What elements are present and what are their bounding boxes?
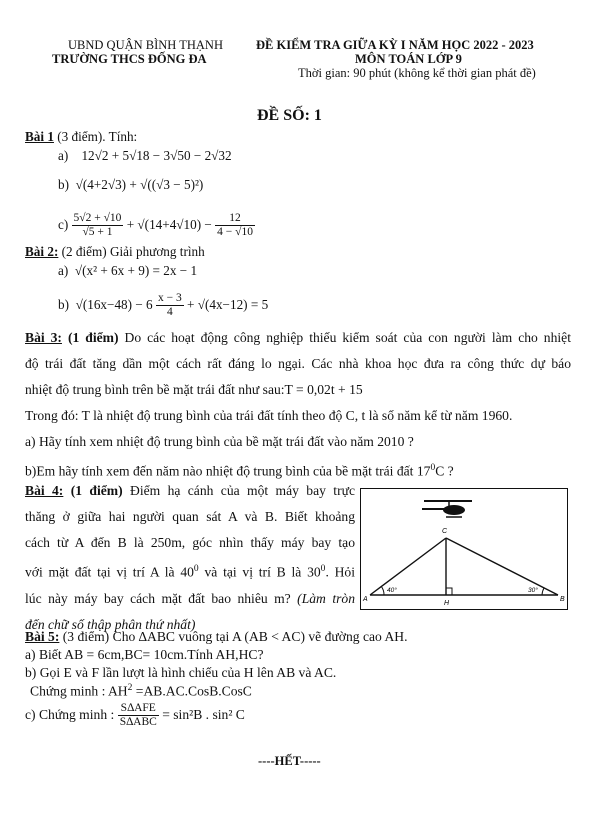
bai1-c-fraction2: $\frac{12}{4 - √10}$ <box>217 212 253 239</box>
bai5-b: b) Gọi E và F lần lượt là hình chiếu của H lên AB và AC. <box>25 665 337 680</box>
bai2-title: Bài 2: <box>25 244 59 259</box>
angle-a-arc <box>381 586 384 595</box>
bai5-intro: Cho ∆ABC vuông tại A (AB < AC) vẽ đường cao AH. <box>112 629 408 644</box>
bai3-block: Bài 3: (1 điểm) Do các hoạt động công nghiệp thiếu kiểm soát của con người làm cho nhiệt độ trái đất tăng dần một cách rất đáng lo ngại. Các nhà khoa học đưa ra công thức dự báo nhiệt độ trung bình trên bề mặt trái đất như sau:T = 0,02t + 15 Trong đó: T là nhiệt độ trung bình của trái đất tính theo độ C, t là số năm kể từ năm 1960. a) Hãy tính xem nhiệt độ trung bình của bề mặt trái đất vào năm 2010 ? b)Em hãy tính xem đến năm nào nhiệt độ trung bình của bề mặt trái đất $17^0C$ ? <box>25 330 571 479</box>
bai3-points: (1 điểm) <box>67 330 119 345</box>
exam-subject: MÔN TOÁN LỚP 9 <box>355 52 462 66</box>
bai5-c-fraction: $\frac{\text{S∆AFE}}{\text{S∆ABC}}$ <box>119 702 157 729</box>
school-district: UBND QUẬN BÌNH THẠNH <box>68 38 223 52</box>
angle-b-arc <box>542 588 544 595</box>
label-angle-a: 40° <box>387 587 397 594</box>
bai5-title: Bài 5: <box>25 629 60 644</box>
bai5-c: c) Chứng minh : $\frac{\text{S∆AFE}}{\text{S∆ABC}}$ = sin²B . sin² C <box>25 702 245 729</box>
bai3-title: Bài 3: <box>25 330 62 345</box>
bai2-b-fraction: $\frac{x - 3}{4}$ <box>157 292 182 319</box>
bai4-title: Bài 4: <box>25 483 64 498</box>
exam-time: Thời gian: 90 phút (không kể thời gian phát đề) <box>298 66 536 80</box>
bai4-points: (1 điểm) <box>70 483 123 498</box>
bai2-points: (2 điểm) Giải phương trình <box>61 244 205 259</box>
bai2-b: b) √(16x−48) − 6 $\frac{x - 3}{4}$ + √(4x−12) = 5 <box>58 292 269 319</box>
bai1-c: c) $\frac{5√2 + √10}{√5 + 1}$ + √(14+4√10) − $\frac{12}{4 - √10}$ <box>58 212 253 239</box>
label-b: B <box>560 596 565 603</box>
footer-end: ----HẾT----- <box>258 754 321 768</box>
bai1-c-fraction1: $\frac{5√2 + √10}{√5 + 1}$ <box>73 212 122 239</box>
label-angle-b: 30° <box>528 587 538 594</box>
bai2-heading <box>25 244 205 260</box>
bai1-a: a) 12√2 + 5√18 − 3√50 − 2√32 <box>58 148 232 163</box>
school-name: TRƯỜNG THCS ĐỐNG ĐA <box>52 52 207 66</box>
exam-title: ĐỀ KIỂM TRA GIỮA KỲ I NĂM HỌC 2022 - 2023 <box>256 38 534 52</box>
helicopter-triangle-figure <box>360 488 568 610</box>
bai1-c-middle: + √(14+4√10) − <box>126 216 212 232</box>
bai1-heading <box>25 129 137 145</box>
bai5-points: (3 điểm) <box>62 629 110 644</box>
right-angle-mark <box>446 588 452 595</box>
bai1-a-expression: 12√2 + 5√18 − 3√50 − 2√32 <box>81 148 232 163</box>
bai1-title: Bài 1 <box>25 129 54 144</box>
label-a: A <box>363 596 368 603</box>
bai5-b2: Chứng minh : $AH^2$ =AB.AC.CosB.CosC <box>30 683 252 699</box>
bai1-b: b) √(4+2√3) + √((√3 − 5)²) <box>58 177 204 192</box>
label-c: C <box>442 528 448 535</box>
bai5-heading <box>25 629 408 645</box>
helicopter-icon <box>422 501 472 517</box>
label-h: H <box>444 600 450 607</box>
bai2-a: a) √(x² + 6x + 9) = 2x − 1 <box>58 263 198 278</box>
bai2-a-expression: √(x² + 6x + 9) = 2x − 1 <box>74 263 198 278</box>
exam-number: ĐỀ SỐ: 1 <box>257 107 322 124</box>
bai1-b-expression: √(4+2√3) + √((√3 − 5)²) <box>75 177 204 192</box>
line-cb <box>446 538 558 595</box>
bai1-points: (3 điểm). Tính: <box>57 129 138 144</box>
bai4-block: Bài 4: (1 điểm) Điểm hạ cánh của một máy bay trực thăng ở giữa hai người quan sát A và B. Biết khoảng cách từ A đến B là 250m, góc nhìn thấy máy bay tạo với mặt đất tại vị trí A là $40^0$ và tại vị trí B là $30^0$. Hỏi lúc này máy bay cách mặt đất bao nhiêu m? (Làm tròn đến chữ số thập phân thứ nhất) <box>25 483 356 632</box>
bai5-a: a) Biết AB = 6cm,BC= 10cm.Tính AH,HC? <box>25 647 264 662</box>
